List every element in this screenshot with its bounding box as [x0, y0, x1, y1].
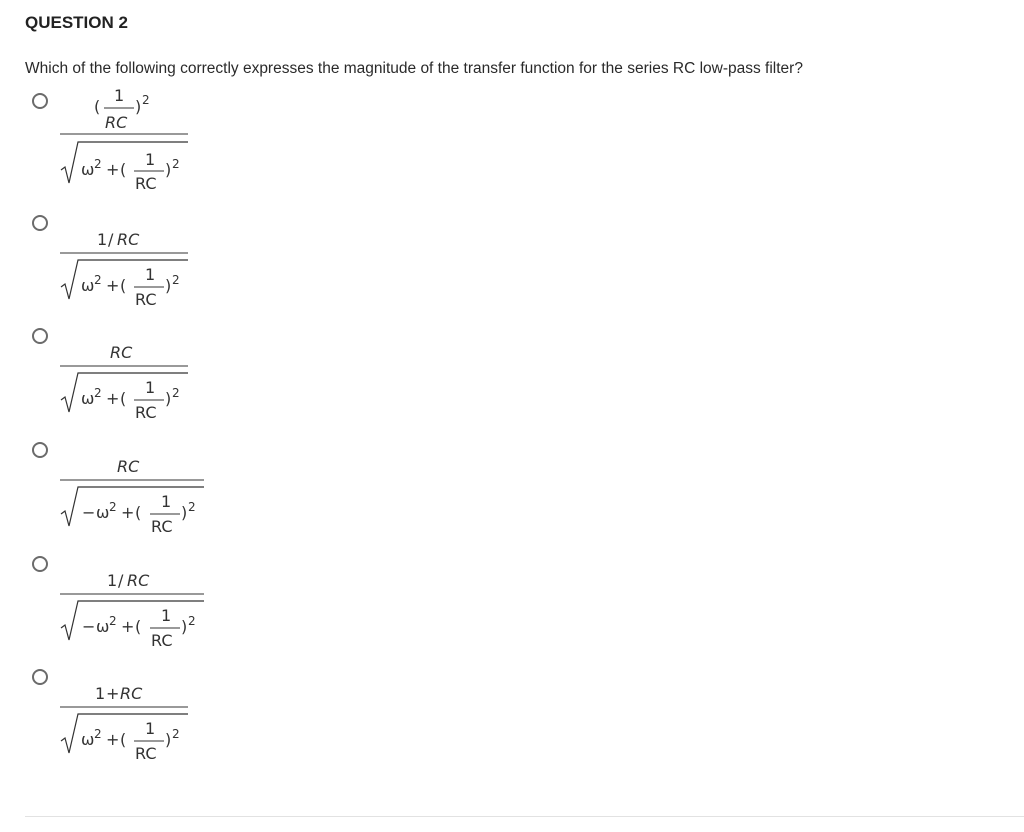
omega-exponent: 2 — [94, 727, 102, 741]
numerator-slash: / — [108, 230, 114, 249]
formula — [0, 210, 400, 320]
close-paren: ) — [165, 730, 172, 749]
close-paren: ) — [181, 503, 188, 522]
close-paren: ) — [181, 617, 188, 636]
formula — [0, 323, 400, 433]
answer-option-2[interactable] — [0, 210, 400, 320]
minus: − — [82, 503, 96, 522]
numerator-one: 1 — [107, 571, 118, 590]
numerator-rc: RC — [117, 230, 140, 249]
open-paren: ( — [120, 276, 127, 295]
denominator-rc: RC — [151, 631, 173, 650]
omega-exponent: 2 — [94, 157, 102, 171]
denominator-one: 1 — [145, 150, 156, 169]
numerator-one: 1 — [97, 230, 108, 249]
denominator-exponent: 2 — [188, 614, 196, 628]
omega-exponent: 2 — [94, 386, 102, 400]
numerator-rc: RC — [117, 457, 140, 476]
omega: ω — [81, 160, 95, 179]
formula — [0, 88, 400, 198]
close-paren: ) — [165, 276, 172, 295]
formula — [0, 437, 400, 547]
formula — [0, 664, 400, 774]
omega: ω — [81, 389, 95, 408]
numerator-rc: RC — [110, 343, 133, 362]
answer-option-5[interactable] — [0, 551, 400, 661]
answer-option-1[interactable] — [0, 88, 400, 198]
close-paren: ) — [165, 160, 172, 179]
omega: ω — [96, 617, 110, 636]
answer-option-3[interactable] — [0, 323, 400, 433]
numerator-plus: + — [106, 684, 120, 703]
close-paren: ) — [165, 389, 172, 408]
omega-exponent: 2 — [109, 500, 117, 514]
open-paren: ( — [120, 389, 127, 408]
numerator-one: 1 — [114, 86, 125, 105]
denominator-one: 1 — [145, 719, 156, 738]
denominator-exponent: 2 — [172, 157, 180, 171]
numerator-close-paren: ) — [135, 97, 142, 116]
open-paren: ( — [135, 617, 142, 636]
denominator-one: 1 — [145, 378, 156, 397]
denominator-exponent: 2 — [172, 386, 180, 400]
numerator-rc: RC — [105, 113, 128, 132]
denominator-rc: RC — [135, 403, 157, 422]
denominator-rc: RC — [135, 290, 157, 309]
denominator-rc: RC — [135, 744, 157, 763]
plus: + — [106, 389, 120, 408]
open-paren: ( — [120, 730, 127, 749]
denominator-rc: RC — [151, 517, 173, 536]
denominator-exponent: 2 — [172, 273, 180, 287]
numerator-slash: / — [118, 571, 124, 590]
numerator-rc: RC — [120, 684, 143, 703]
plus: + — [106, 730, 120, 749]
denominator-exponent: 2 — [188, 500, 196, 514]
numerator-open-paren: ( — [94, 97, 101, 116]
numerator-rc: RC — [127, 571, 150, 590]
minus: − — [82, 617, 96, 636]
omega-exponent: 2 — [109, 614, 117, 628]
plus: + — [121, 503, 135, 522]
answer-option-6[interactable] — [0, 664, 400, 774]
open-paren: ( — [120, 160, 127, 179]
numerator-one: 1 — [95, 684, 106, 703]
denominator-one: 1 — [161, 492, 172, 511]
omega-exponent: 2 — [94, 273, 102, 287]
plus: + — [106, 276, 120, 295]
answer-option-4[interactable] — [0, 437, 400, 547]
denominator-exponent: 2 — [172, 727, 180, 741]
open-paren: ( — [135, 503, 142, 522]
plus: + — [121, 617, 135, 636]
omega: ω — [81, 276, 95, 295]
denominator-one: 1 — [145, 265, 156, 284]
formula — [0, 551, 400, 661]
denominator-rc: RC — [135, 174, 157, 193]
denominator-one: 1 — [161, 606, 172, 625]
omega: ω — [96, 503, 110, 522]
omega: ω — [81, 730, 95, 749]
numerator-exponent: 2 — [142, 93, 150, 107]
bottom-divider — [25, 816, 1024, 817]
question-title: QUESTION 2 — [25, 13, 128, 32]
plus: + — [106, 160, 120, 179]
question-text: Which of the following correctly expresses the magnitude of the transfer function for the series RC low-pass filter? — [25, 60, 803, 77]
